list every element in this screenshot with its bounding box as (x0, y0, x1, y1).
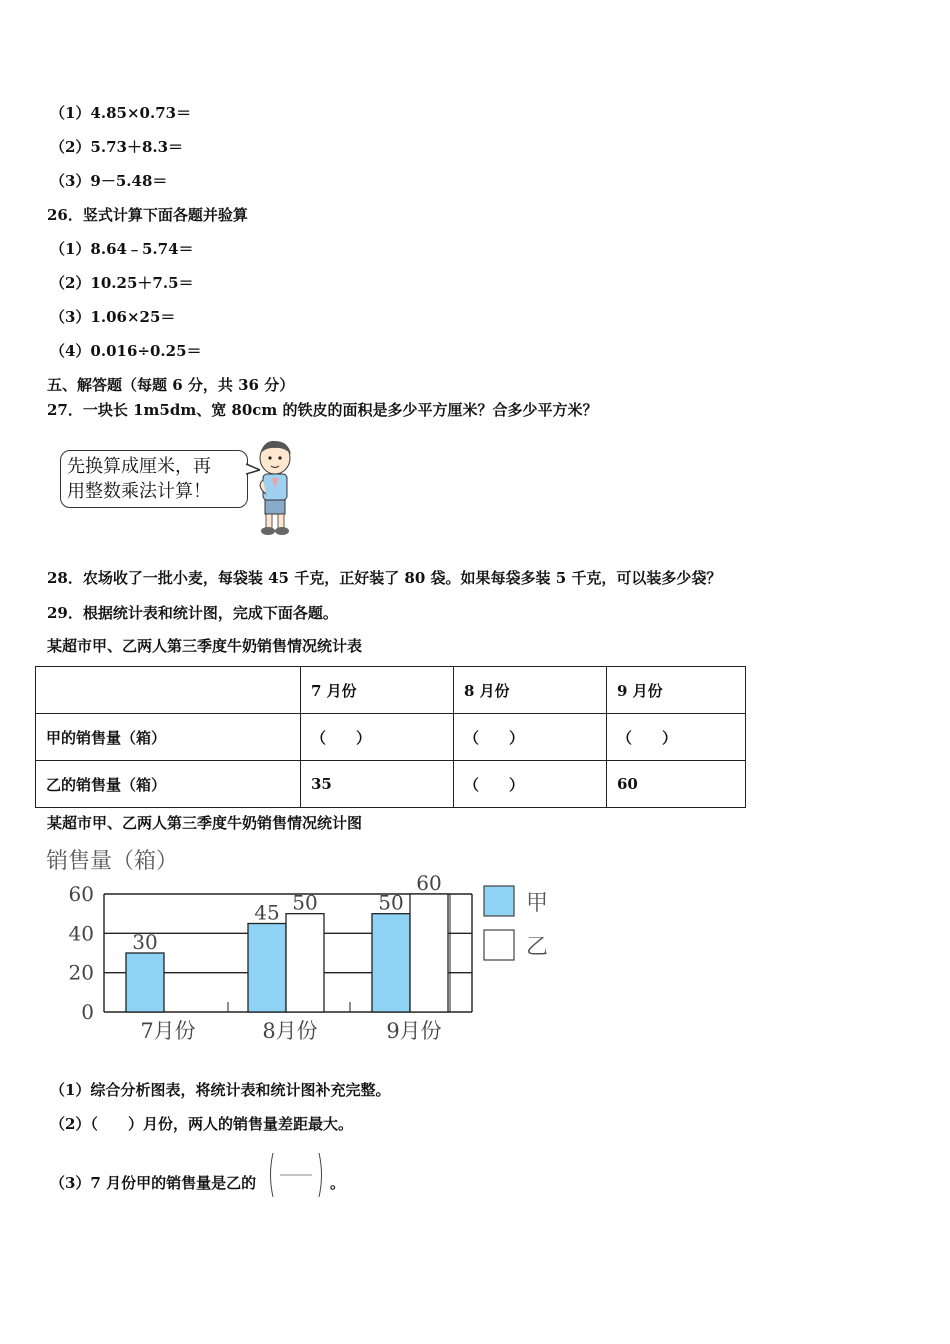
table-header-cell: 9 月份 (607, 667, 746, 714)
legend-swatch (484, 886, 514, 916)
table-cell: （ ） (454, 761, 607, 808)
table-header-row (36, 667, 746, 714)
bubble-line-1: 先换算成厘米，再 (67, 456, 211, 477)
table-cell: 甲的销售量（箱） (36, 714, 301, 761)
table-cell: 60 (607, 761, 746, 808)
y-axis-label: 销售量（箱） (46, 849, 179, 874)
sales-bar-chart (42, 840, 582, 1050)
table-header-cell: 8 月份 (454, 667, 607, 714)
y-tick-label: 40 (68, 921, 94, 946)
y-tick-label: 60 (68, 882, 94, 906)
table-cell: （ ） (607, 714, 746, 761)
boy-illustration-icon (250, 438, 300, 538)
question-29: 29．根据统计表和统计图，完成下面各题。 (47, 604, 338, 622)
question-26-title: 26．竖式计算下面各题并验算 (47, 206, 248, 224)
question-28: 28．农场收了一批小麦，每袋装 45 千克，正好装了 80 袋。如果每袋多装 5 千克，可以装多少袋？ (47, 569, 722, 587)
y-tick-label: 0 (81, 1000, 94, 1024)
speech-bubble (60, 450, 248, 508)
bubble-line-2: 用整数乘法计算！ (67, 481, 211, 502)
legend-label: 乙 (526, 935, 549, 960)
table-row (36, 761, 746, 808)
table-cell: （ ） (301, 714, 454, 761)
q26-item-1: （1）8.64﹣5.74＝ (50, 240, 194, 258)
data-label: 45 (254, 900, 280, 925)
x-tick-label: 8月份 (262, 1019, 318, 1043)
table-header-cell (36, 667, 301, 714)
table-cell: （ ） (454, 714, 607, 761)
table-row (36, 714, 746, 761)
legend-label: 甲 (526, 891, 549, 916)
table-cell: 35 (301, 761, 454, 808)
calc-item-1: （1）4.85×0.73＝ (50, 104, 192, 122)
q29-sub-2: （2）（ ）月份，两人的销售量差距最大。 (50, 1115, 353, 1133)
table-cell: 乙的销售量（箱） (36, 761, 301, 808)
table-header-cell: 7 月份 (301, 667, 454, 714)
q29-sub-3-suffix: 。 (330, 1174, 346, 1192)
data-label: 50 (378, 890, 404, 915)
data-label: 60 (416, 871, 442, 895)
sales-table (35, 666, 746, 808)
x-tick-label: 9月份 (386, 1019, 442, 1043)
q26-item-4: （4）0.016÷0.25＝ (50, 342, 202, 360)
q26-item-2: （2）10.25＋7.5＝ (50, 274, 194, 292)
calc-item-2: （2）5.73＋8.3＝ (50, 138, 184, 156)
question-27: 27．一块长 1m5dm、宽 80cm 的铁皮的面积是多少平方厘米？合多少平方米？ (47, 401, 598, 419)
bar-甲-8月份 (248, 924, 286, 1013)
bar-甲-9月份 (372, 914, 410, 1012)
q29-sub-3-prefix: （3）7 月份甲的销售量是乙的 (50, 1174, 257, 1192)
y-tick-label: 20 (68, 960, 94, 985)
q29-sub-1: （1）综合分析图表，将统计表和统计图补充完整。 (50, 1081, 391, 1099)
bar-甲-7月份 (126, 953, 164, 1012)
q26-item-3: （3）1.06×25＝ (50, 308, 176, 326)
x-tick-label: 7月份 (140, 1019, 196, 1043)
legend-swatch (484, 930, 514, 960)
bar-乙-9月份 (410, 894, 448, 1012)
calc-item-3: （3）9－5.48＝ (50, 172, 168, 190)
chart-title: 某超市甲、乙两人第三季度牛奶销售情况统计图 (47, 814, 363, 832)
bar-乙-8月份 (286, 914, 324, 1012)
table-title: 某超市甲、乙两人第三季度牛奶销售情况统计表 (47, 637, 363, 655)
fraction-blank-icon (268, 1151, 324, 1199)
data-label: 50 (292, 890, 318, 915)
section-5-title: 五、解答题（每题 6 分，共 36 分） (47, 376, 295, 394)
data-label: 30 (132, 930, 158, 954)
